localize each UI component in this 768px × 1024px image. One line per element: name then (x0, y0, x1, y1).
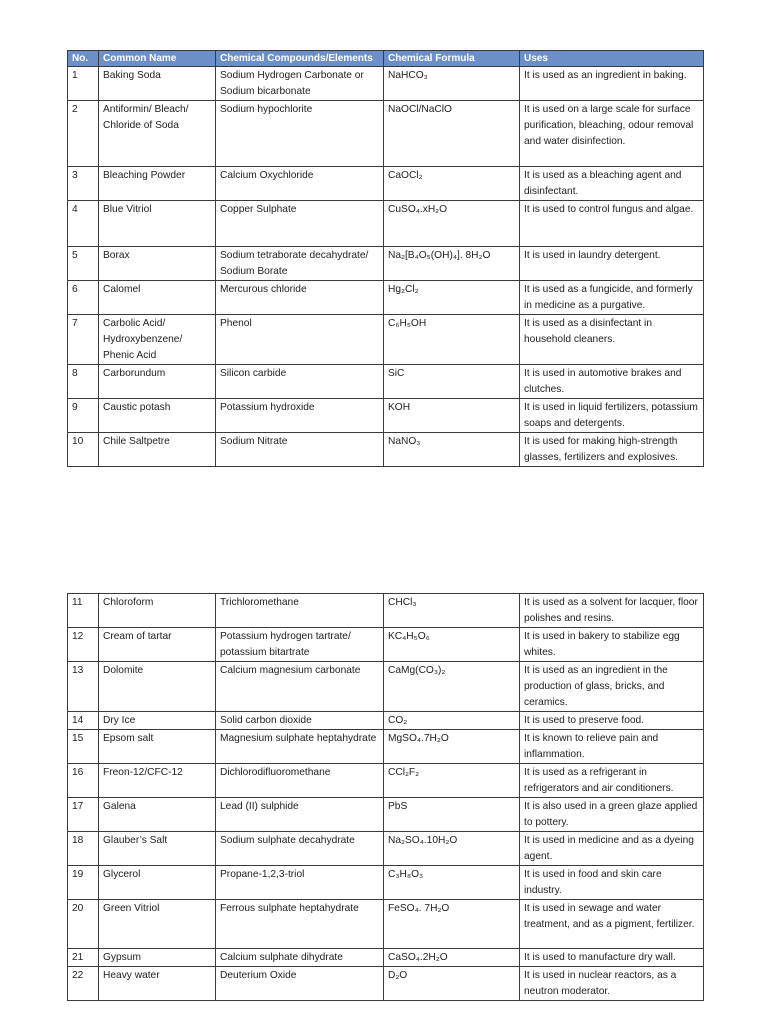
cell-chemical-compound: Mercurous chloride (216, 281, 384, 315)
cell-uses: It is used in medicine and as a dyeing agent. (520, 832, 704, 866)
cell-common-name: Caustic potash (99, 399, 216, 433)
cell-uses: It is used in automotive brakes and clutches. (520, 365, 704, 399)
cell-uses: It is used to preserve food. (520, 712, 704, 730)
cell-uses: It is used as a refrigerant in refrigerators and air conditioners. (520, 764, 704, 798)
cell-uses: It is known to relieve pain and inflammation. (520, 730, 704, 764)
cell-no: 1 (68, 67, 99, 101)
chemical-table-2 (67, 593, 704, 1001)
cell-chemical-formula: NaNO₃ (384, 433, 520, 467)
cell-chemical-compound: Sodium Hydrogen Carbonate or Sodium bicarbonate (216, 67, 384, 101)
cell-chemical-formula: C₃H₈O₃ (384, 866, 520, 900)
cell-chemical-compound: Phenol (216, 315, 384, 365)
cell-common-name: Antiformin/ Bleach/ Chloride of Soda (99, 101, 216, 167)
cell-uses: It is used in nuclear reactors, as a neutron moderator. (520, 967, 704, 1001)
header-common-name: Common Name (99, 51, 216, 67)
cell-no: 4 (68, 201, 99, 247)
cell-chemical-compound: Propane-1,2,3-triol (216, 866, 384, 900)
cell-chemical-compound: Copper Sulphate (216, 201, 384, 247)
table-header (68, 51, 704, 67)
cell-chemical-compound: Sodium hypochlorite (216, 101, 384, 167)
cell-no: 17 (68, 798, 99, 832)
cell-chemical-formula: Na₂[B₄O₅(OH)₄]. 8H₂O (384, 247, 520, 281)
cell-no: 21 (68, 949, 99, 967)
cell-chemical-compound: Sodium tetraborate decahydrate/ Sodium Borate (216, 247, 384, 281)
cell-chemical-formula: CaSO₄.2H₂O (384, 949, 520, 967)
cell-uses: It is used in food and skin care industry. (520, 866, 704, 900)
cell-uses: It is used to manufacture dry wall. (520, 949, 704, 967)
table-row (68, 967, 704, 1001)
cell-no: 11 (68, 594, 99, 628)
cell-chemical-formula: Na₂SO₄.10H₂O (384, 832, 520, 866)
cell-common-name: Epsom salt (99, 730, 216, 764)
cell-uses: It is used as a disinfectant in household cleaners. (520, 315, 704, 365)
table-row (68, 712, 704, 730)
cell-chemical-formula: KOH (384, 399, 520, 433)
table-row (68, 433, 704, 467)
cell-uses: It is used as an ingredient in baking. (520, 67, 704, 101)
cell-chemical-formula: SiC (384, 365, 520, 399)
cell-chemical-formula: KC₄H₅O₆ (384, 628, 520, 662)
table-row (68, 281, 704, 315)
cell-uses: It is used as a bleaching agent and disinfectant. (520, 167, 704, 201)
cell-common-name: Cream of tartar (99, 628, 216, 662)
cell-chemical-compound: Sodium sulphate decahydrate (216, 832, 384, 866)
cell-uses: It is also used in a green glaze applied to pottery. (520, 798, 704, 832)
table-row (68, 900, 704, 949)
cell-chemical-compound: Trichloromethane (216, 594, 384, 628)
cell-no: 5 (68, 247, 99, 281)
table-row (68, 949, 704, 967)
cell-uses: It is used as a solvent for lacquer, floor polishes and resins. (520, 594, 704, 628)
cell-no: 20 (68, 900, 99, 949)
header-row (68, 51, 704, 67)
table-body (68, 67, 704, 467)
cell-common-name: Dolomite (99, 662, 216, 712)
cell-common-name: Bleaching Powder (99, 167, 216, 201)
cell-no: 22 (68, 967, 99, 1001)
cell-no: 14 (68, 712, 99, 730)
cell-no: 19 (68, 866, 99, 900)
cell-uses: It is used in bakery to stabilize egg whites. (520, 628, 704, 662)
table-row (68, 167, 704, 201)
cell-chemical-compound: Silicon carbide (216, 365, 384, 399)
cell-uses: It is used in laundry detergent. (520, 247, 704, 281)
cell-no: 16 (68, 764, 99, 798)
cell-common-name: Borax (99, 247, 216, 281)
table-row (68, 866, 704, 900)
cell-chemical-formula: Hg₂Cl₂ (384, 281, 520, 315)
header-chemical-formula: Chemical Formula (384, 51, 520, 67)
table-body (68, 594, 704, 1001)
cell-chemical-compound: Deuterium Oxide (216, 967, 384, 1001)
cell-chemical-formula: CuSO₄.xH₂O (384, 201, 520, 247)
table-row (68, 730, 704, 764)
cell-no: 13 (68, 662, 99, 712)
table-row (68, 101, 704, 167)
cell-common-name: Glycerol (99, 866, 216, 900)
header-uses: Uses (520, 51, 704, 67)
cell-no: 2 (68, 101, 99, 167)
table-row (68, 247, 704, 281)
cell-no: 8 (68, 365, 99, 399)
cell-chemical-compound: Calcium magnesium carbonate (216, 662, 384, 712)
cell-common-name: Chloroform (99, 594, 216, 628)
cell-chemical-formula: NaHCO₃ (384, 67, 520, 101)
cell-chemical-compound: Ferrous sulphate heptahydrate (216, 900, 384, 949)
cell-chemical-formula: CaOCl₂ (384, 167, 520, 201)
cell-chemical-formula: FeSO₄. 7H₂O (384, 900, 520, 949)
cell-chemical-compound: Solid carbon dioxide (216, 712, 384, 730)
cell-common-name: Baking Soda (99, 67, 216, 101)
cell-chemical-compound: Potassium hydrogen tartrate/ potassium bitartrate (216, 628, 384, 662)
cell-chemical-formula: CHCl₃ (384, 594, 520, 628)
cell-uses: It is used for making high-strength glasses, fertilizers and explosives. (520, 433, 704, 467)
cell-no: 7 (68, 315, 99, 365)
table-row (68, 201, 704, 247)
cell-common-name: Calomel (99, 281, 216, 315)
cell-no: 18 (68, 832, 99, 866)
cell-chemical-compound: Dichlorodifluoromethane (216, 764, 384, 798)
cell-chemical-formula: C₆H₅OH (384, 315, 520, 365)
table-row (68, 365, 704, 399)
table-row (68, 798, 704, 832)
cell-uses: It is used in sewage and water treatment, and as a pigment, fertilizer. (520, 900, 704, 949)
cell-no: 9 (68, 399, 99, 433)
table-row (68, 764, 704, 798)
cell-chemical-formula: D₂O (384, 967, 520, 1001)
cell-chemical-formula: MgSO₄.7H₂O (384, 730, 520, 764)
table-row (68, 628, 704, 662)
cell-common-name: Blue Vitriol (99, 201, 216, 247)
cell-common-name: Heavy water (99, 967, 216, 1001)
cell-chemical-formula: NaOCl/NaClO (384, 101, 520, 167)
cell-uses: It is used in liquid fertilizers, potassium soaps and detergents. (520, 399, 704, 433)
cell-no: 3 (68, 167, 99, 201)
cell-chemical-compound: Potassium hydroxide (216, 399, 384, 433)
cell-uses: It is used as a fungicide, and formerly in medicine as a purgative. (520, 281, 704, 315)
cell-uses: It is used on a large scale for surface purification, bleaching, odour removal and water disinfection. (520, 101, 704, 167)
cell-chemical-compound: Calcium Oxychloride (216, 167, 384, 201)
header-no: No. (68, 51, 99, 67)
cell-common-name: Glauber’s Salt (99, 832, 216, 866)
cell-common-name: Chile Saltpetre (99, 433, 216, 467)
cell-chemical-formula: CaMg(CO₃)₂ (384, 662, 520, 712)
table-row (68, 399, 704, 433)
cell-common-name: Galena (99, 798, 216, 832)
cell-common-name: Carbolic Acid/ Hydroxybenzene/ Phenic Acid (99, 315, 216, 365)
cell-uses: It is used as an ingredient in the production of glass, bricks, and ceramics. (520, 662, 704, 712)
cell-uses: It is used to control fungus and algae. (520, 201, 704, 247)
table-row (68, 594, 704, 628)
cell-chemical-formula: CO₂ (384, 712, 520, 730)
cell-common-name: Dry Ice (99, 712, 216, 730)
cell-common-name: Gypsum (99, 949, 216, 967)
table-row (68, 67, 704, 101)
chemical-table-1 (67, 50, 704, 467)
cell-chemical-formula: CCl₂F₂ (384, 764, 520, 798)
cell-chemical-compound: Sodium Nitrate (216, 433, 384, 467)
cell-common-name: Green Vitriol (99, 900, 216, 949)
table-row (68, 832, 704, 866)
cell-no: 12 (68, 628, 99, 662)
cell-chemical-compound: Lead (II) sulphide (216, 798, 384, 832)
cell-no: 6 (68, 281, 99, 315)
cell-chemical-compound: Magnesium sulphate heptahydrate (216, 730, 384, 764)
cell-common-name: Freon-12/CFC-12 (99, 764, 216, 798)
cell-chemical-compound: Calcium sulphate dihydrate (216, 949, 384, 967)
table-row (68, 315, 704, 365)
cell-common-name: Carborundum (99, 365, 216, 399)
cell-no: 10 (68, 433, 99, 467)
cell-no: 15 (68, 730, 99, 764)
cell-chemical-formula: PbS (384, 798, 520, 832)
table-row (68, 662, 704, 712)
header-chemical-compound: Chemical Compounds/Elements (216, 51, 384, 67)
